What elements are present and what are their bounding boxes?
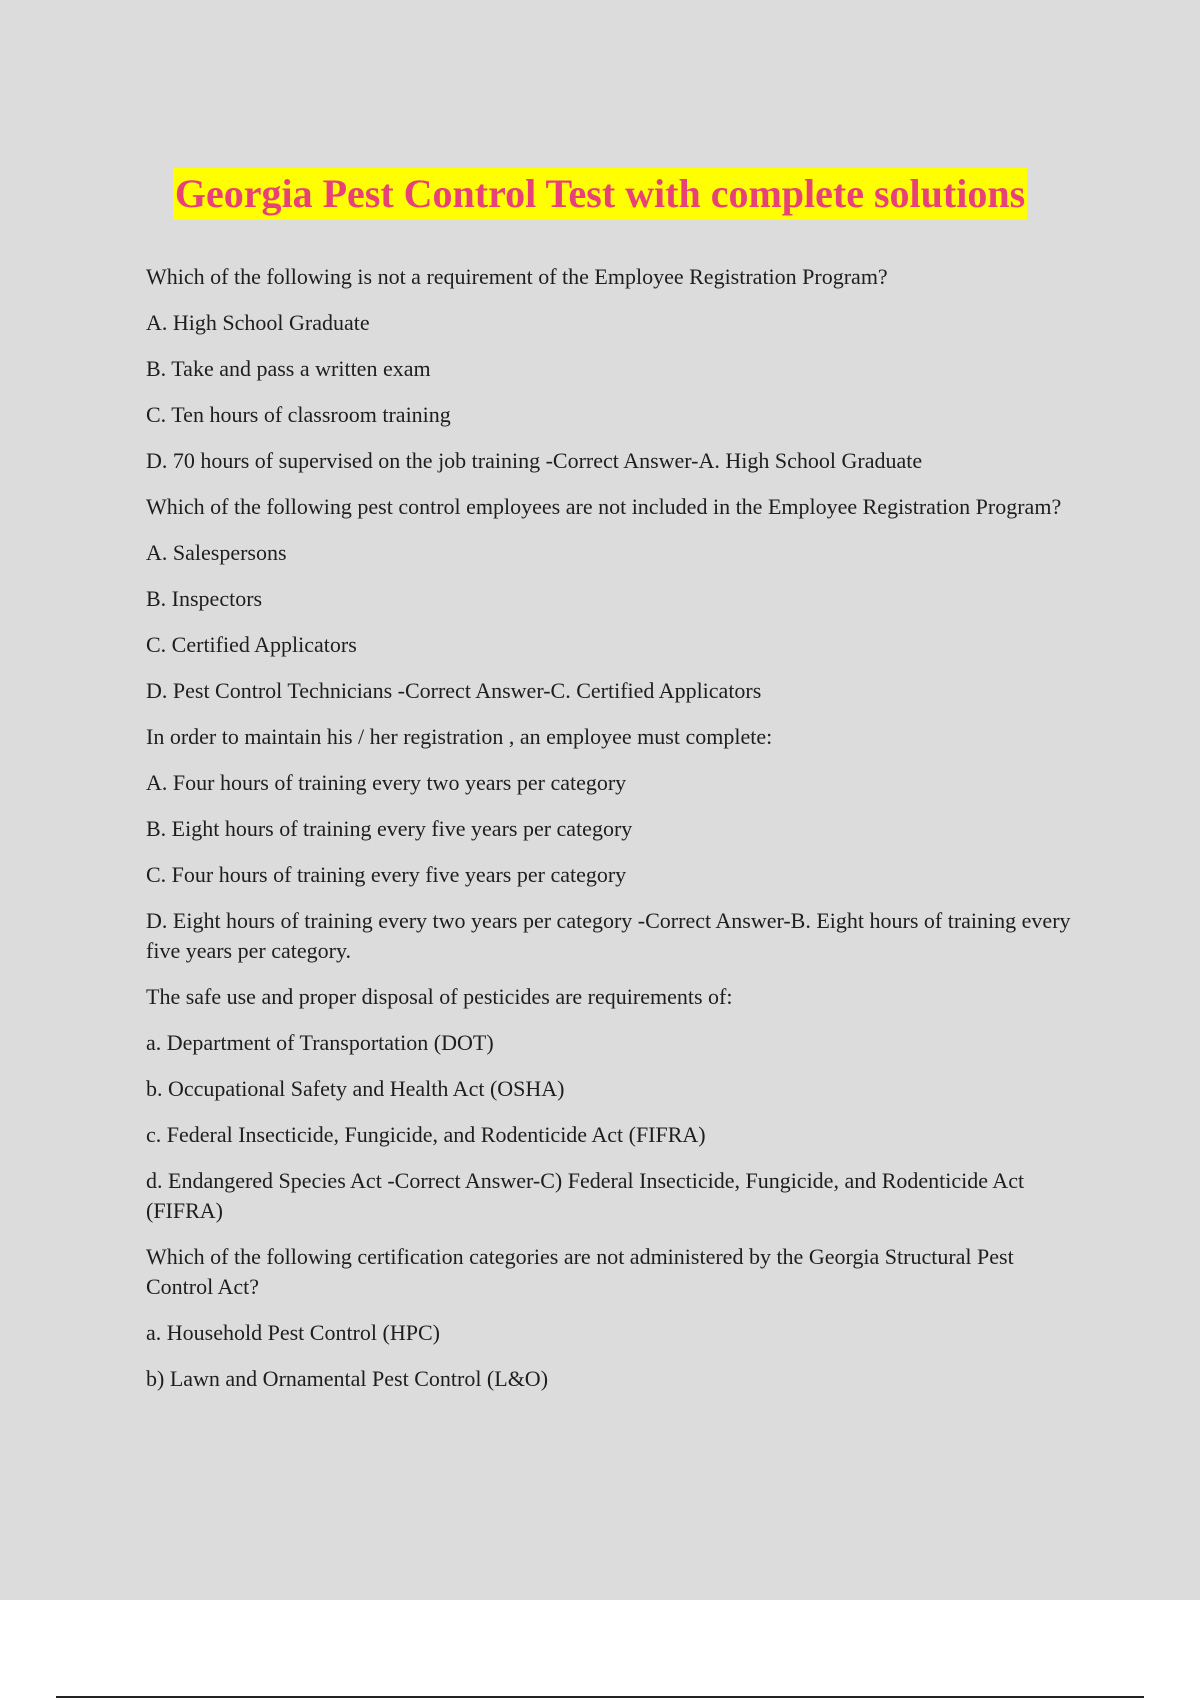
question-1-option-d-answer: D. 70 hours of supervised on the job training -Correct Answer-A. High School Graduate (146, 448, 923, 473)
title-container (0, 168, 1200, 220)
question-3-option-d-answer: D. Eight hours of training every two years per category -Correct Answer-B. Eight hours of training every five years per category. (146, 908, 1071, 963)
question-2-option-d-answer: D. Pest Control Technicians -Correct Answer-C. Certified Applicators (146, 678, 762, 703)
question-4: The safe use and proper disposal of pesticides are requirements of: (146, 984, 733, 1009)
question-2-option-a: A. Salespersons (146, 540, 287, 565)
question-3-option-a: A. Four hours of training every two years per category (146, 770, 627, 795)
question-1-option-b: B. Take and pass a written exam (146, 356, 431, 381)
question-5-option-b: b) Lawn and Ornamental Pest Control (L&O) (146, 1366, 549, 1391)
question-4-option-d-answer: d. Endangered Species Act -Correct Answer-C) Federal Insecticide, Fungicide, and Rodenticide Act (FIFRA) (146, 1168, 1025, 1223)
document-body (146, 262, 1086, 1410)
question-5: Which of the following certification categories are not administered by the Georgia Structural Pest Control Act? (146, 1244, 1014, 1299)
question-3: In order to maintain his / her registration , an employee must complete: (146, 724, 773, 749)
question-4-option-a: a. Department of Transportation (DOT) (146, 1030, 494, 1055)
question-3-option-b: B. Eight hours of training every five years per category (146, 816, 633, 841)
document-title: Georgia Pest Control Test with complete solutions (173, 168, 1027, 220)
question-1-option-a: A. High School Graduate (146, 310, 370, 335)
question-2-option-b: B. Inspectors (146, 586, 263, 611)
question-2-option-c: C. Certified Applicators (146, 632, 357, 657)
question-1: Which of the following is not a requirement of the Employee Registration Program? (146, 264, 888, 289)
question-3-option-c: C. Four hours of training every five years per category (146, 862, 627, 887)
footer-divider (56, 1696, 1144, 1698)
question-1-option-c: C. Ten hours of classroom training (146, 402, 451, 427)
question-2: Which of the following pest control employees are not included in the Employee Registration Program? (146, 494, 1062, 519)
question-5-option-a: a. Household Pest Control (HPC) (146, 1320, 440, 1345)
question-4-option-c: c. Federal Insecticide, Fungicide, and Rodenticide Act (FIFRA) (146, 1122, 706, 1147)
question-4-option-b: b. Occupational Safety and Health Act (OSHA) (146, 1076, 565, 1101)
